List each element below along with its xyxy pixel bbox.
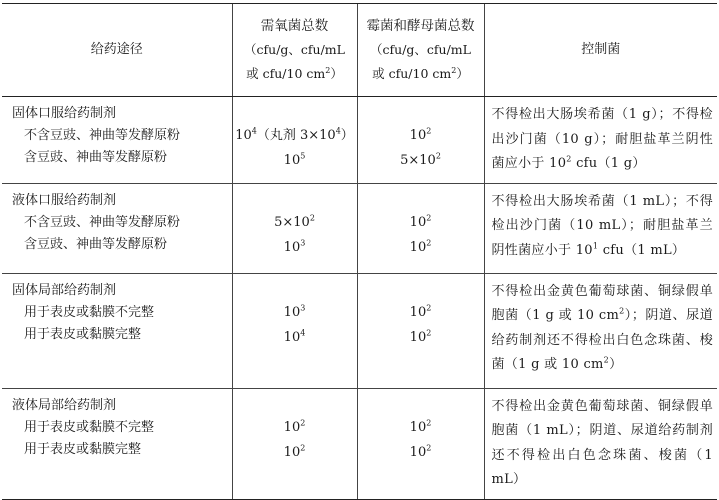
header-route: 给药途径 — [2, 4, 232, 97]
table-row — [2, 97, 717, 184]
header-aerobic: 需氧菌总数 （cfu/g、cfu/mL 或 cfu/10 $cm^2$） — [232, 4, 357, 97]
microbial-limit-table — [2, 3, 717, 500]
table-row — [2, 183, 717, 273]
control-bacteria-cell: 不得检出金黄色葡萄球菌、铜绿假单胞菌（1 mL）；阴道、尿道给药制剂还不得检出白色念珠菌、梭菌（1 mL） — [484, 388, 717, 499]
control-bacteria-cell: 不得检出大肠埃希菌（1 g）；不得检出沙门菌（10 g）；耐胆盐革兰阴性菌应小于 $10^2$ cfu（1 g） — [484, 97, 717, 184]
table-row — [2, 388, 717, 499]
table-row — [2, 273, 717, 388]
control-bacteria-cell: 不得检出金黄色葡萄球菌、铜绿假单胞菌（1 g 或 10 $cm^2$）；阴道、尿道给药制剂还不得检出白色念珠菌、梭菌（1 g 或 10 $cm^2$） — [484, 273, 717, 388]
header-mold-yeast: 霉菌和酵母菌总数 （cfu/g、cfu/mL 或 cfu/10 $cm^2$） — [357, 4, 484, 97]
mold-yeast-cell: $10^2$ $5\times 10^2$ — [357, 97, 484, 184]
control-bacteria-cell: 不得检出大肠埃希菌（1 mL）；不得检出沙门菌（10 mL）；耐胆盐革兰阴性菌应小于 $10^1$ cfu（1 mL） — [484, 183, 717, 273]
mold-yeast-cell: $10^2$ $10^2$ — [357, 183, 484, 273]
aerobic-cell: $5\times 10^2$ $10^3$ — [232, 183, 357, 273]
aerobic-cell: $10^2$ $10^2$ — [232, 388, 357, 499]
route-cell: 液体口服给药制剂 不含豆豉、神曲等发酵原粉 含豆豉、神曲等发酵原粉 — [2, 183, 232, 273]
mold-yeast-cell: $10^2$ $10^2$ — [357, 273, 484, 388]
header-control-bacteria: 控制菌 — [484, 4, 717, 97]
header-row — [2, 4, 717, 97]
aerobic-cell: $10^4$（丸剂 $3\times 10^4$） $10^5$ — [232, 97, 357, 184]
mold-yeast-cell: $10^2$ $10^2$ — [357, 388, 484, 499]
route-cell: 液体局部给药制剂 用于表皮或黏膜不完整 用于表皮或黏膜完整 — [2, 388, 232, 499]
route-cell: 固体局部给药制剂 用于表皮或黏膜不完整 用于表皮或黏膜完整 — [2, 273, 232, 388]
route-cell: 固体口服给药制剂 不含豆豉、神曲等发酵原粉 含豆豉、神曲等发酵原粉 — [2, 97, 232, 184]
aerobic-cell: $10^3$ $10^4$ — [232, 273, 357, 388]
